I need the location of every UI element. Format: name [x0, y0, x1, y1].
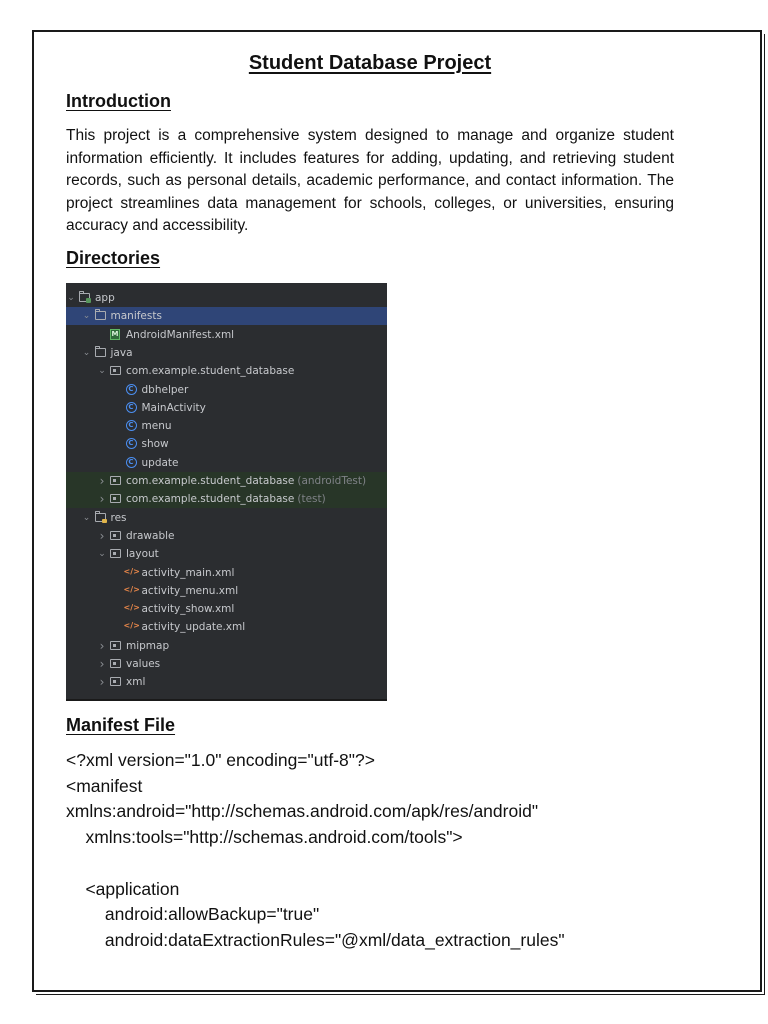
tree-item-label: manifests	[110, 310, 162, 323]
chevron-right-icon: ›	[99, 657, 105, 671]
class-icon: C	[126, 420, 137, 431]
tree-row	[66, 307, 387, 325]
tree-item-label: layout	[126, 548, 159, 561]
tree-row	[66, 381, 387, 399]
tree-item-label: mipmap	[126, 639, 170, 652]
tree-row	[66, 509, 387, 527]
tree-item-label: menu	[141, 420, 172, 433]
tree-item-label: com.example.student_database (androidTest)	[126, 475, 367, 487]
xml-file-icon: </>	[123, 584, 140, 594]
code-line: <?xml version="1.0" encoding="utf-8"?>	[66, 750, 375, 770]
package-icon	[110, 641, 121, 650]
tree-row	[66, 673, 387, 691]
tree-row	[66, 545, 387, 563]
code-line: android:dataExtractionRules="@xml/data_extraction_rules"	[66, 929, 565, 950]
code-line: <manifest	[66, 775, 143, 796]
tree-row	[66, 417, 387, 435]
tree-item-label: update	[141, 456, 179, 469]
tree-row	[66, 490, 387, 508]
tree-row	[66, 600, 387, 618]
class-icon: C	[126, 438, 137, 449]
chevron-right-icon: ›	[99, 492, 105, 507]
tree-row	[66, 344, 387, 362]
tree-row	[66, 618, 387, 636]
xml-file-icon: </>	[123, 621, 140, 631]
project-tree-screenshot	[66, 283, 387, 699]
tree-row	[66, 582, 387, 600]
tree-item-label: activity_main.xml	[141, 566, 235, 579]
tree-row	[66, 655, 387, 673]
tree-item-label: java	[110, 346, 133, 359]
introduction-heading: Introduction	[66, 91, 171, 111]
tree-item-label: activity_menu.xml	[141, 584, 239, 597]
chevron-down-icon: ⌄	[98, 366, 106, 377]
tree-item-label: drawable	[126, 529, 175, 542]
tree-row	[66, 399, 387, 417]
tree-row	[66, 362, 387, 380]
chevron-down-icon: ⌄	[82, 347, 91, 358]
tree-item-label: values	[126, 658, 161, 670]
xml-file-icon: </>	[123, 566, 140, 576]
tree-item-label: xml	[126, 676, 146, 689]
tree-item-label: res	[110, 511, 127, 524]
module-folder-icon	[79, 293, 90, 302]
class-icon: C	[126, 402, 137, 413]
tree-row	[66, 435, 387, 453]
tree-item-label: MainActivity	[141, 401, 206, 414]
tree-item-label: dbhelper	[141, 383, 189, 396]
tree-row	[66, 454, 387, 472]
tree-row	[66, 564, 387, 582]
chevron-down-icon: ⌄	[67, 293, 75, 303]
tree-row	[66, 326, 387, 344]
class-icon: C	[126, 384, 137, 395]
folder-icon	[95, 348, 106, 357]
tree-item-label: show	[141, 438, 169, 451]
code-line: android:allowBackup="true"	[66, 904, 320, 925]
package-icon	[110, 677, 121, 686]
package-icon	[110, 476, 121, 485]
chevron-right-icon: ›	[99, 638, 105, 653]
tree-row	[66, 472, 387, 490]
package-icon	[110, 366, 121, 375]
tree-row	[66, 527, 387, 545]
package-icon	[110, 494, 121, 503]
tree-item-suffix: (androidTest)	[297, 475, 367, 487]
manifest-heading: Manifest File	[66, 715, 176, 735]
chevron-right-icon: ›	[99, 528, 105, 543]
chevron-down-icon: ⌄	[98, 549, 106, 560]
tree-item-label: com.example.student_database (test)	[126, 493, 326, 506]
tree-item-label: activity_update.xml	[141, 621, 246, 634]
tree-row	[66, 637, 387, 655]
tree-item-label: app	[95, 292, 115, 304]
introduction-paragraph: This project is a comprehensive system designed to manage and organize student information efficiently. It includes features for adding, updating, and retrieving student records, such as personal details, academic performance, and contact information. The project streamlines data management for schools, colleges, or universities, ensuring accuracy and accessibility.	[66, 127, 674, 234]
manifest-file-icon: M	[111, 329, 119, 338]
package-icon	[110, 531, 121, 540]
tree-item-label: com.example.student_database	[126, 365, 295, 378]
chevron-right-icon: ›	[99, 474, 105, 488]
tree-row	[66, 289, 387, 307]
tree-item-suffix: (test)	[297, 493, 326, 506]
chevron-down-icon: ⌄	[82, 311, 91, 322]
folder-icon	[95, 311, 106, 320]
chevron-right-icon: ›	[99, 675, 105, 690]
chevron-down-icon: ⌄	[82, 512, 91, 523]
code-line: <application	[66, 878, 180, 899]
document-title: Student Database Project	[248, 52, 492, 74]
code-line: xmlns:tools="http://schemas.android.com/tools">	[66, 827, 463, 848]
res-folder-icon	[95, 513, 106, 522]
class-icon: C	[126, 457, 137, 468]
package-icon	[110, 659, 121, 668]
tree-bottom-rule	[66, 699, 387, 701]
xml-file-icon: </>	[123, 603, 140, 613]
tree-item-label: AndroidManifest.xml	[126, 328, 235, 341]
package-icon	[110, 549, 121, 558]
code-line: xmlns:android="http://schemas.android.com/apk/res/android"	[66, 801, 539, 822]
directories-heading: Directories	[66, 248, 161, 268]
tree-item-label: activity_show.xml	[141, 603, 235, 616]
